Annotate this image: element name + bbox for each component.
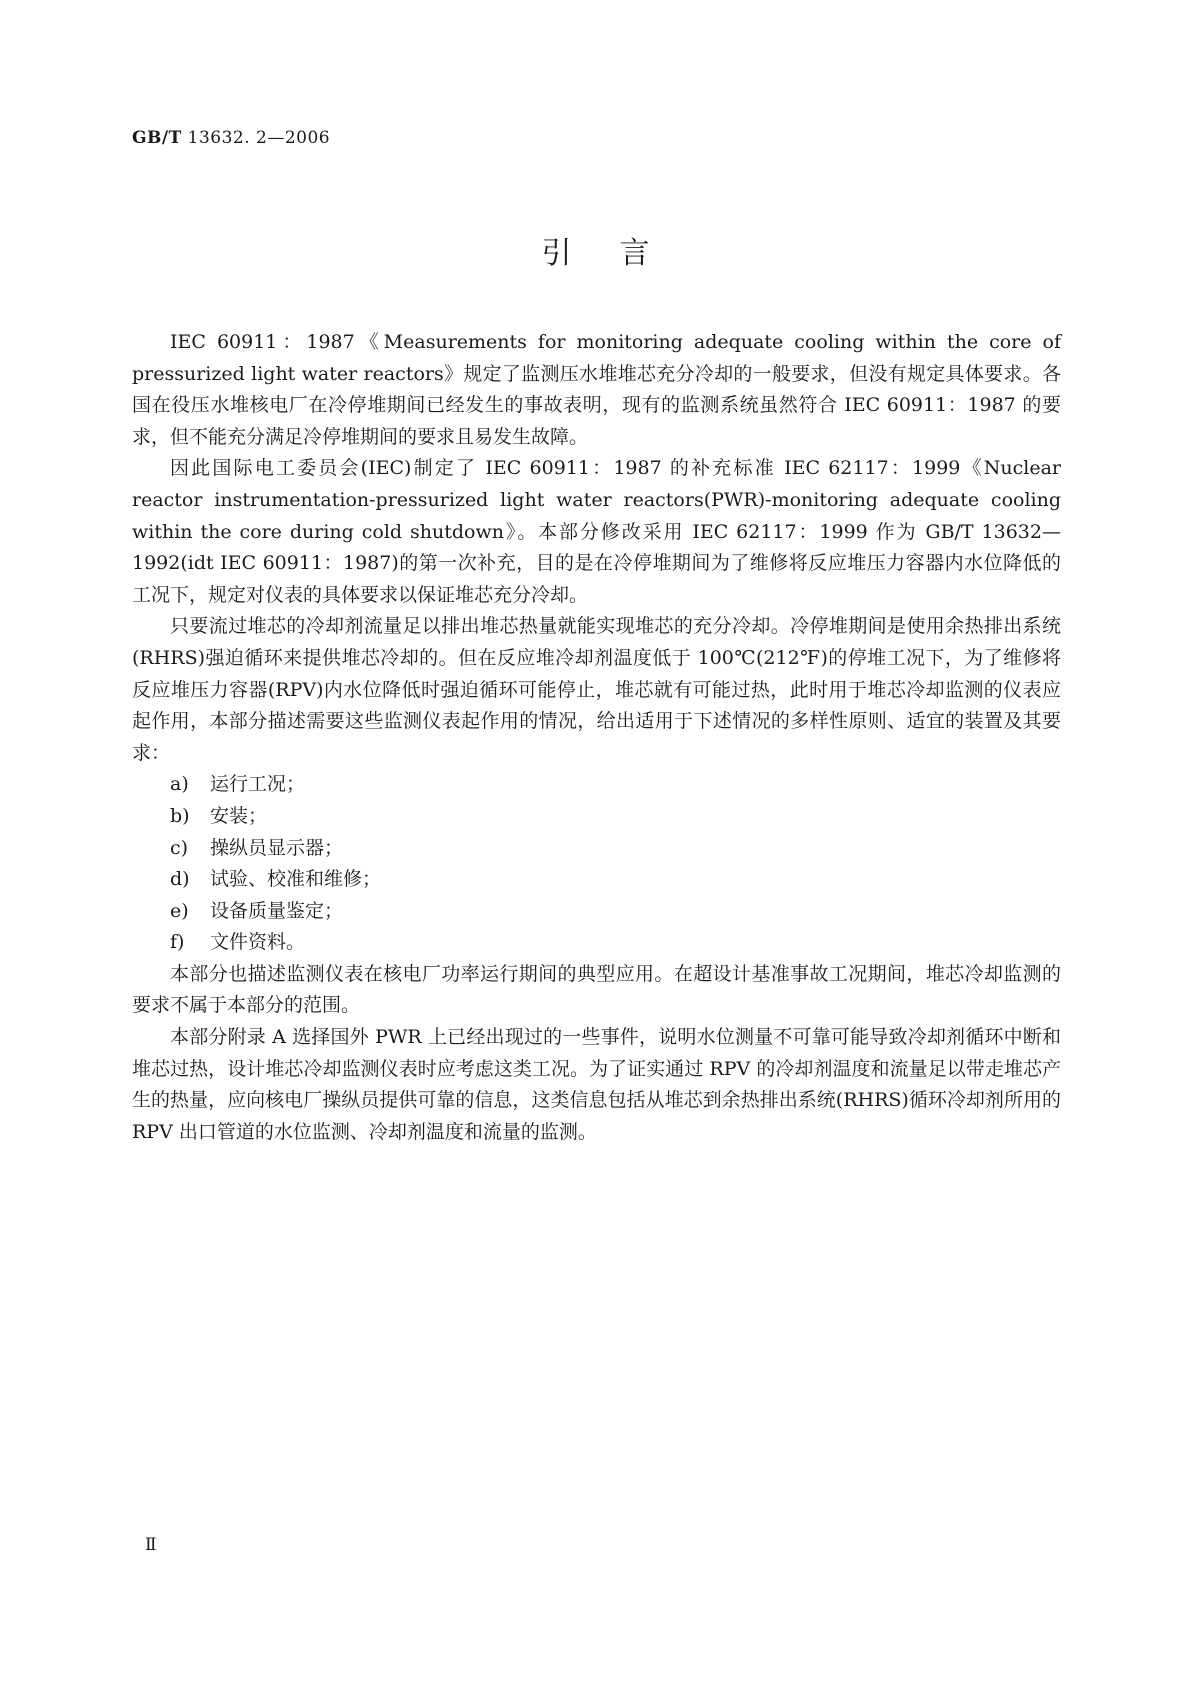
list-marker: d) [170,868,190,891]
standard-code [132,128,330,148]
list-item-text: 试验、校准和维修； [210,868,382,891]
page-number: Ⅱ [145,1535,157,1555]
page-title: 引言 [541,236,698,271]
paragraph: 只要流过堆芯的冷却剂流量足以排出堆芯热量就能实现堆芯的充分冷却。冷停堆期间是使用余热排出系统(RHRS)强迫循环来提供堆芯冷却的。但在反应堆冷却剂温度低于 100℃(212℉)的停堆工况下，为了维修将反应堆压力容器(RPV)内水位降低时强迫循环可能停止，堆芯就有可能过热，此时用于堆芯冷却监测的仪表应起作用，本部分描述需要这些监测仪表起作用的情况，给出适用于下述情况的多样性原则、适宜的装置及其要求： [132,615,1061,764]
list-item [132,769,1061,801]
paragraph: 本部分附录 A 选择国外 PWR 上已经出现过的一些事件，说明水位测量不可靠可能导致冷却剂循环中断和堆芯过热，设计堆芯冷却监测仪表时应考虑这类工况。为了证实通过 RPV 的冷却剂温度和流量足以带走堆芯产生的热量，应向核电厂操纵员提供可靠的信息，这类信息包括从堆芯到余热排出系统(RHRS)循环冷却剂所用的 RPV 出口管道的水位监测、冷却剂温度和流量的监测。 [132,1026,1061,1143]
requirements-list [132,769,1061,959]
list-item [132,833,1061,865]
paragraph: 因此国际电工委员会(IEC)制定了 IEC 60911：1987 的补充标准 IEC 62117：1999《Nuclear reactor instrumentation-pressurized light water reactors(PWR)-monitoring adequate cooling within the core during cold shutdown》。本部分修改采用 IEC 62117：1999 作为 GB/T 13632—1992(idt IEC 60911：1987)的第一次补充，目的是在冷停堆期间为了维修将反应堆压力容器内水位降低的工况下，规定对仪表的具体要求以保证堆芯充分冷却。 [132,457,1061,606]
paragraph: IEC 60911：1987《Measurements for monitoring adequate cooling within the core of pressurized light water reactors》规定了监测压水堆堆芯充分冷却的一般要求，但没有规定具体要求。各国在役压水堆核电厂在冷停堆期间已经发生的事故表明，现有的监测系统虽然符合 IEC 60911：1987 的要求，但不能充分满足冷停堆期间的要求且易发生故障。 [132,331,1061,448]
standard-number: 13632. 2—2006 [187,128,331,148]
standard-prefix: GB/T [132,128,182,148]
list-item [132,801,1061,833]
list-item-text: 设备质量鉴定； [210,899,344,922]
list-item [132,864,1061,896]
list-marker: a) [170,773,189,796]
list-marker: f) [170,931,185,954]
list-item-text: 运行工况； [210,773,306,796]
document-body [132,327,1061,1148]
list-item [132,927,1061,959]
paragraph: 本部分也描述监测仪表在核电厂功率运行期间的典型应用。在超设计基准事故工况期间，堆芯冷却监测的要求不属于本部分的范围。 [132,962,1061,1017]
list-item [132,896,1061,928]
list-marker: e) [170,899,189,922]
list-marker: c) [170,836,189,859]
list-item-text: 安装； [210,804,268,827]
list-item-text: 操纵员显示器； [210,836,344,859]
list-item-text: 文件资料。 [210,931,306,954]
list-marker: b) [170,804,190,827]
